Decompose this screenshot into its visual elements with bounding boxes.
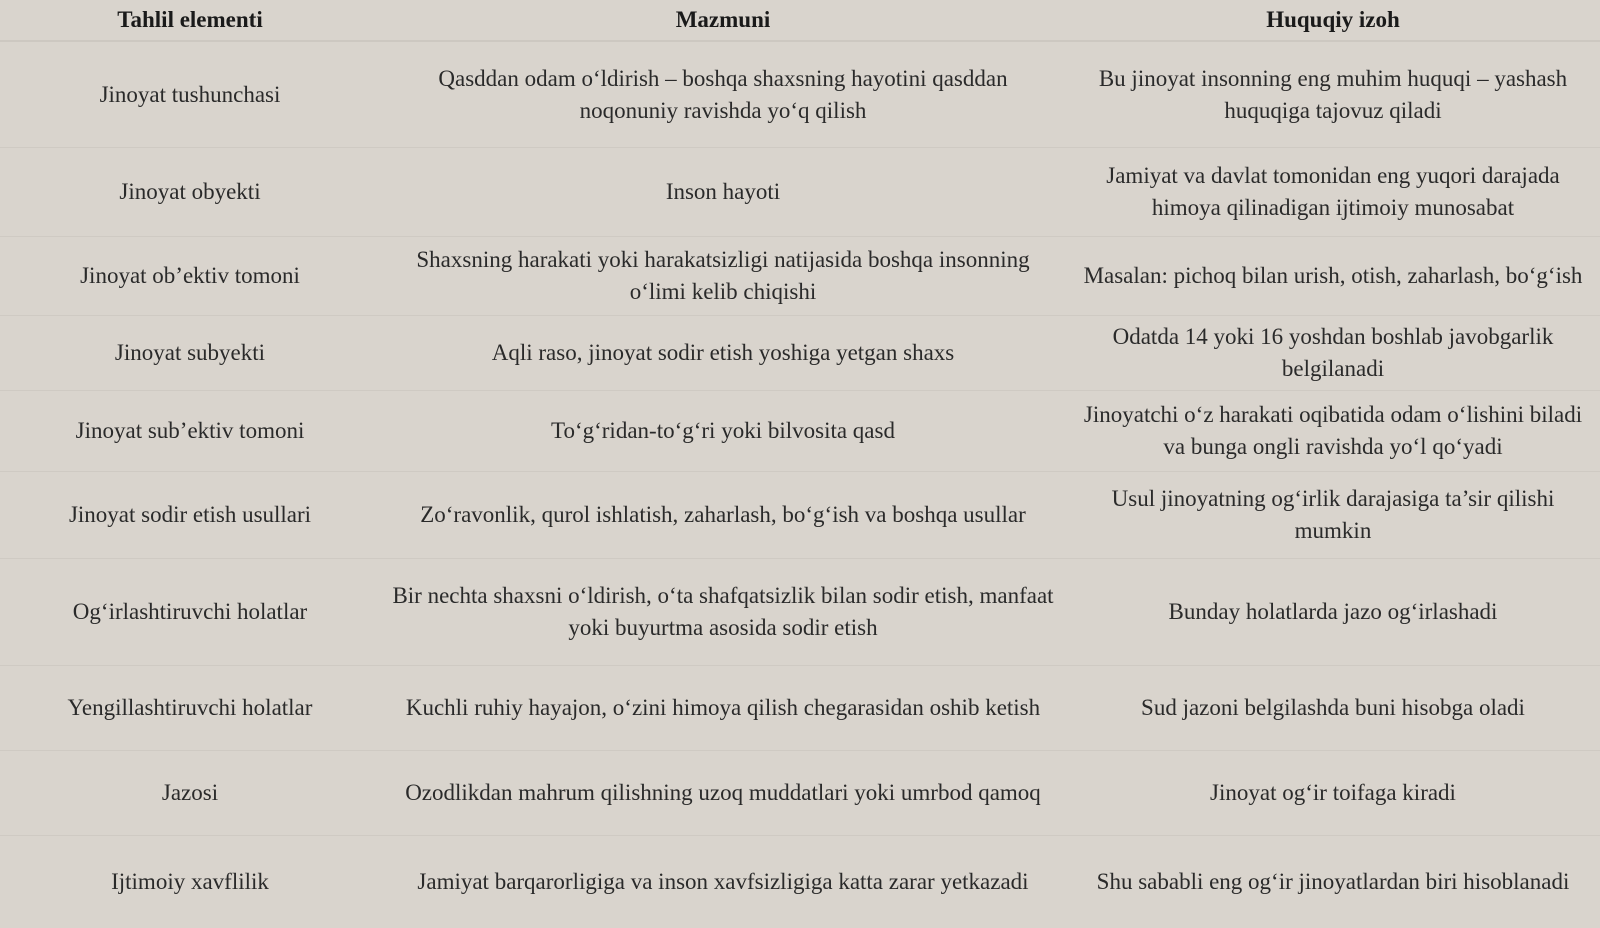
cell-legal-note: Usul jinoyatning og‘irlik darajasiga ta’sir qilishi mumkin <box>1066 472 1600 559</box>
header-row <box>0 0 1600 41</box>
cell-content: To‘g‘ridan-to‘g‘ri yoki bilvosita qasd <box>380 391 1066 472</box>
cell-legal-note: Jinoyatchi o‘z harakati oqibatida odam o‘lishini biladi va bunga ongli ravishda yo‘l qo‘yadi <box>1066 391 1600 472</box>
cell-content: Qasddan odam o‘ldirish – boshqa shaxsning hayotini qasddan noqonuniy ravishda yo‘q qilish <box>380 41 1066 148</box>
table-row <box>0 751 1600 836</box>
table-row <box>0 237 1600 316</box>
cell-content: Jamiyat barqarorligiga va inson xavfsizligiga katta zarar yetkazadi <box>380 836 1066 928</box>
column-header-legal-note: Huquqiy izoh <box>1066 0 1600 41</box>
cell-element: Jinoyat sodir etish usullari <box>0 472 380 559</box>
table-body <box>0 41 1600 928</box>
cell-content: Inson hayoti <box>380 148 1066 237</box>
cell-content: Bir nechta shaxsni o‘ldirish, o‘ta shafqatsizlik bilan sodir etish, manfaat yoki buyurtma asosida sodir etish <box>380 559 1066 666</box>
cell-legal-note: Sud jazoni belgilashda buni hisobga oladi <box>1066 666 1600 751</box>
table-row <box>0 559 1600 666</box>
table-row <box>0 148 1600 237</box>
cell-legal-note: Masalan: pichoq bilan urish, otish, zaharlash, bo‘g‘ish <box>1066 237 1600 316</box>
cell-legal-note: Shu sababli eng og‘ir jinoyatlardan biri hisoblanadi <box>1066 836 1600 928</box>
table-row <box>0 391 1600 472</box>
table-row <box>0 316 1600 391</box>
cell-element: Jinoyat tushunchasi <box>0 41 380 148</box>
column-header-content: Mazmuni <box>380 0 1066 41</box>
cell-element: Ijtimoiy xavflilik <box>0 836 380 928</box>
table-row <box>0 41 1600 148</box>
cell-content: Kuchli ruhiy hayajon, o‘zini himoya qilish chegarasidan oshib ketish <box>380 666 1066 751</box>
column-header-element: Tahlil elementi <box>0 0 380 41</box>
cell-legal-note: Bunday holatlarda jazo og‘irlashadi <box>1066 559 1600 666</box>
cell-element: Yengillashtiruvchi holatlar <box>0 666 380 751</box>
cell-element: Jazosi <box>0 751 380 836</box>
table-row <box>0 836 1600 928</box>
cell-legal-note: Jamiyat va davlat tomonidan eng yuqori darajada himoya qilinadigan ijtimoiy munosabat <box>1066 148 1600 237</box>
cell-element: Jinoyat obyekti <box>0 148 380 237</box>
table-header <box>0 0 1600 41</box>
cell-content: Aqli raso, jinoyat sodir etish yoshiga yetgan shaxs <box>380 316 1066 391</box>
cell-element: Og‘irlashtiruvchi holatlar <box>0 559 380 666</box>
cell-content: Zo‘ravonlik, qurol ishlatish, zaharlash, bo‘g‘ish va boshqa usullar <box>380 472 1066 559</box>
cell-element: Jinoyat subyekti <box>0 316 380 391</box>
cell-element: Jinoyat sub’ektiv tomoni <box>0 391 380 472</box>
table-row <box>0 472 1600 559</box>
table-row <box>0 666 1600 751</box>
cell-legal-note: Jinoyat og‘ir toifaga kiradi <box>1066 751 1600 836</box>
cell-legal-note: Odatda 14 yoki 16 yoshdan boshlab javobgarlik belgilanadi <box>1066 316 1600 391</box>
cell-content: Ozodlikdan mahrum qilishning uzoq muddatlari yoki umrbod qamoq <box>380 751 1066 836</box>
cell-legal-note: Bu jinoyat insonning eng muhim huquqi – yashash huquqiga tajovuz qiladi <box>1066 41 1600 148</box>
cell-element: Jinoyat ob’ektiv tomoni <box>0 237 380 316</box>
cell-content: Shaxsning harakati yoki harakatsizligi natijasida boshqa insonning o‘limi kelib chiqishi <box>380 237 1066 316</box>
